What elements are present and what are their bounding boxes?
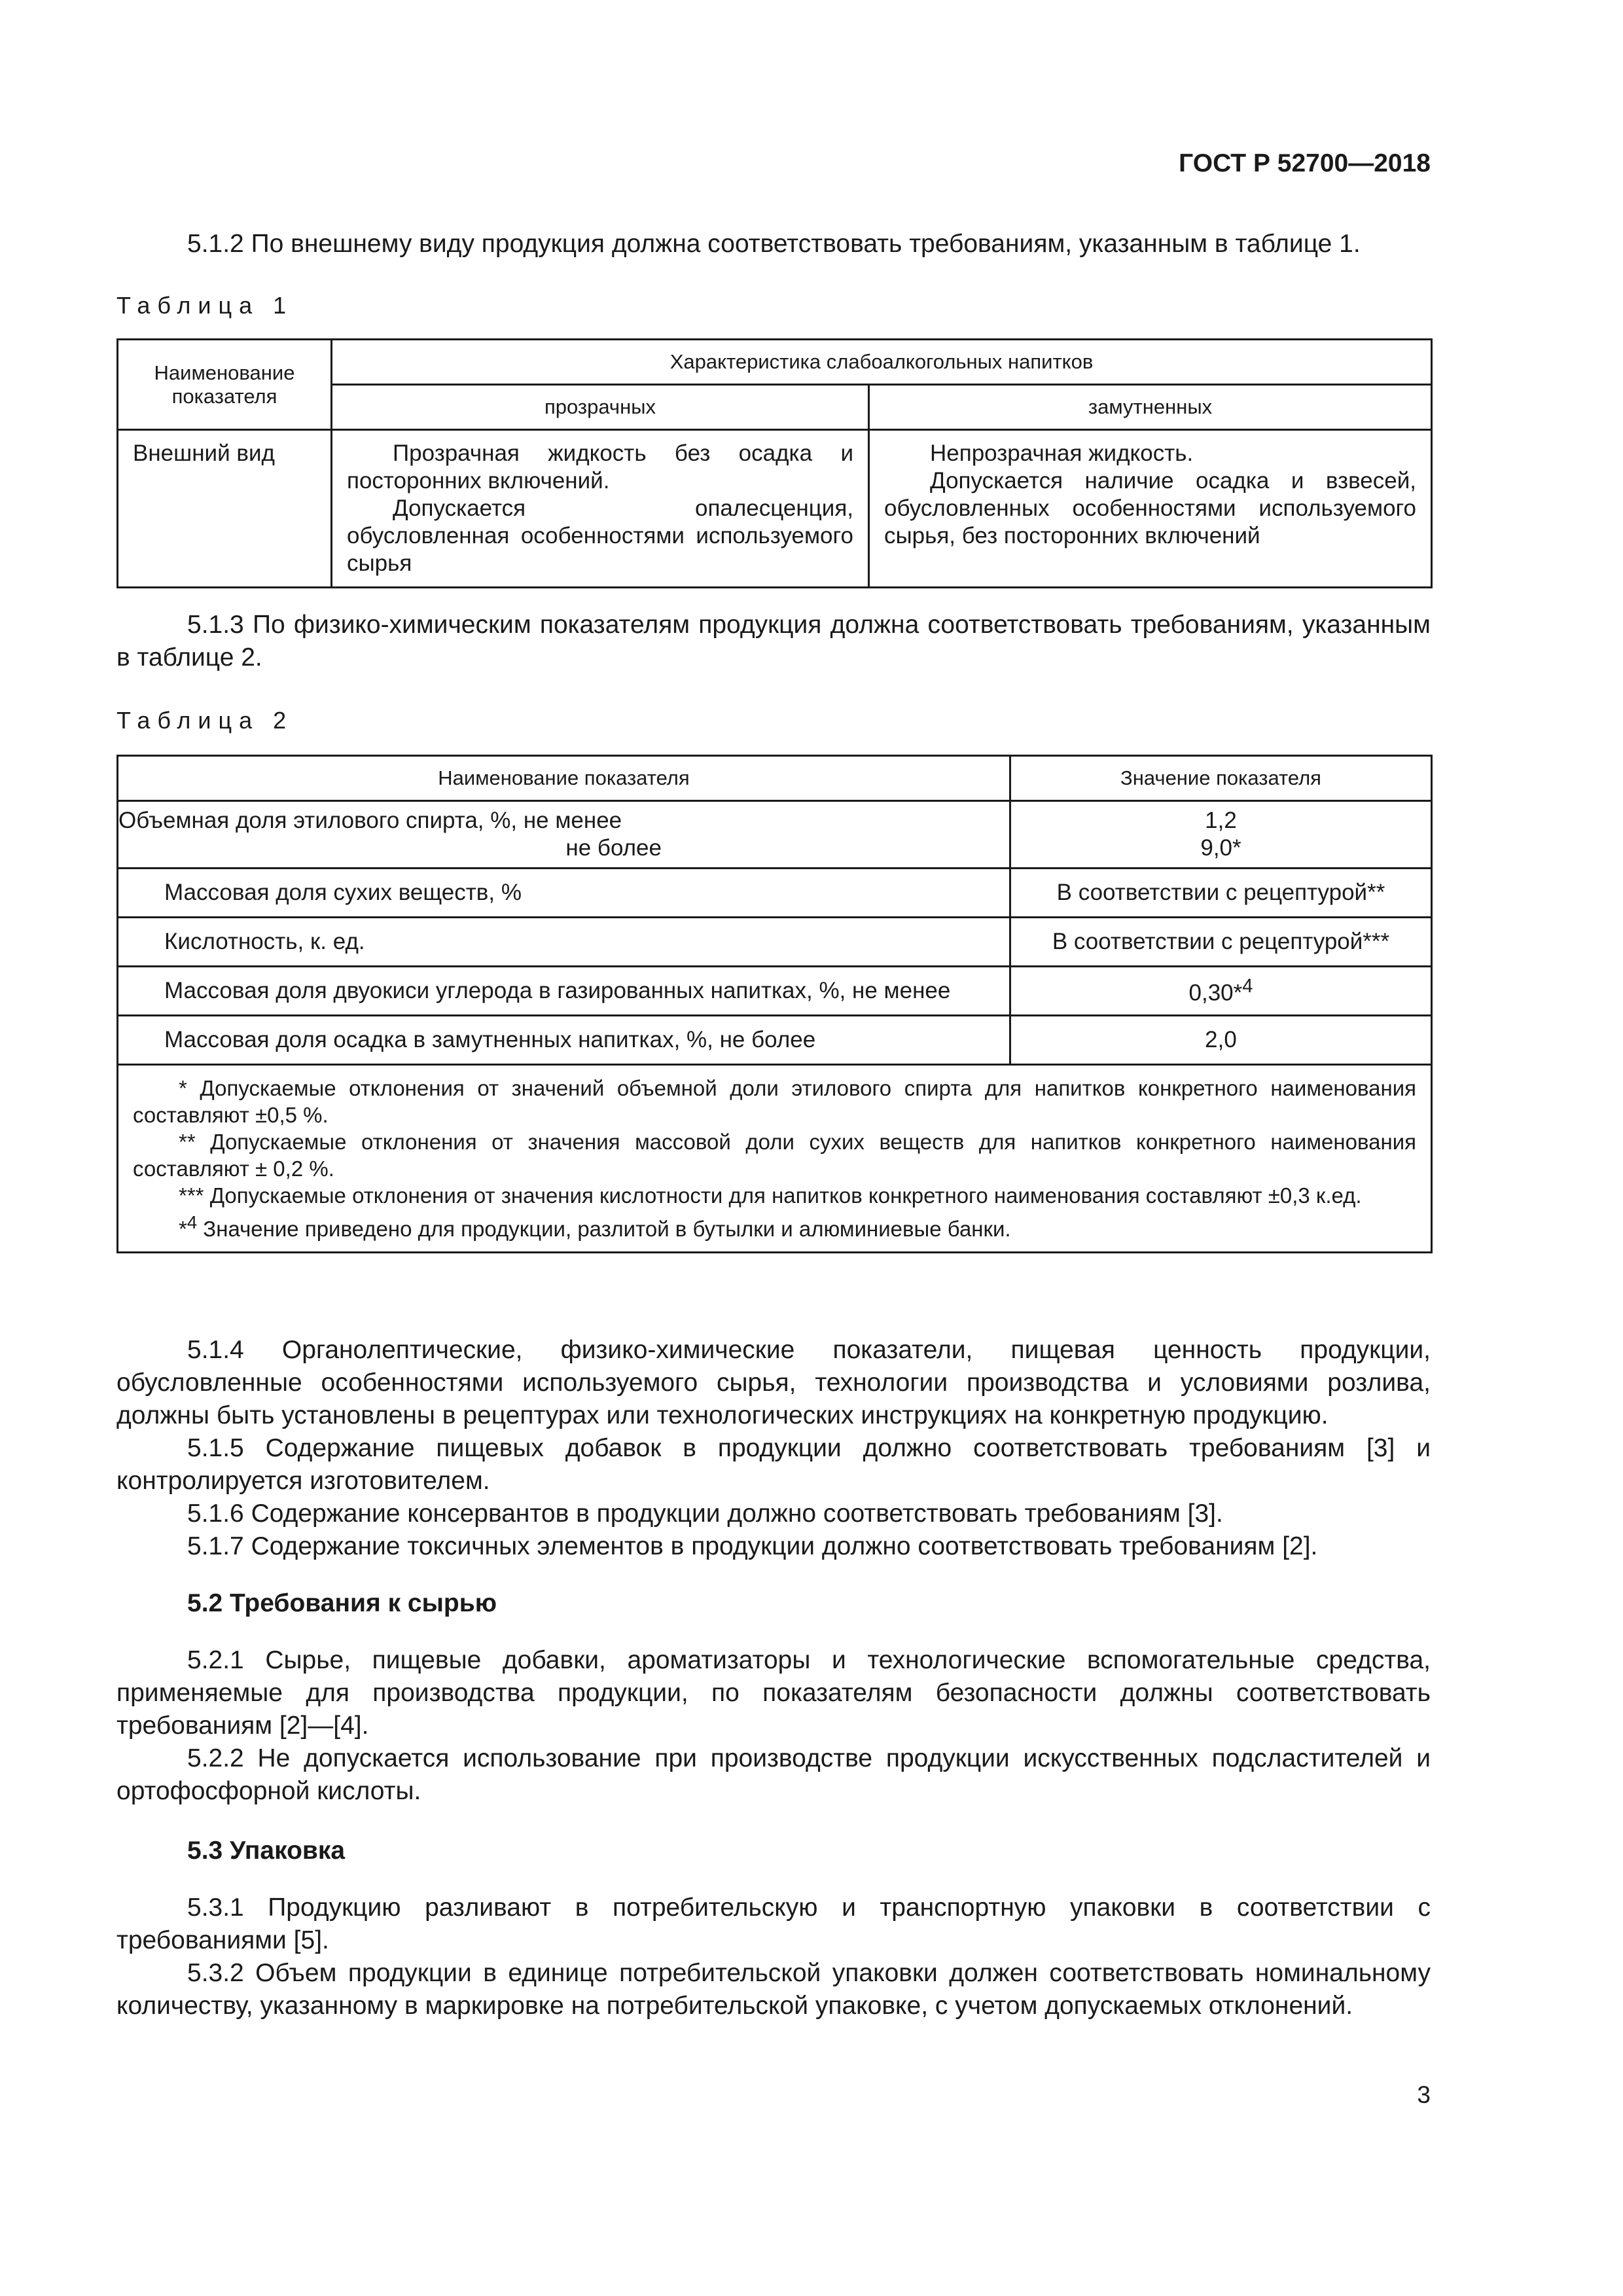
t1-clear-cell — [332, 430, 869, 588]
t2-row1-value-b: 9,0* — [1200, 835, 1241, 861]
table2-caption: Таблица 2 — [116, 707, 294, 734]
section-title-5-2: 5.2 Требования к сырью — [187, 1589, 497, 1617]
t2-row4-name: Массовая доля двуокиси углерода в газированных напитках, %, не менее — [118, 967, 1010, 1016]
t2-row3-value: В соответствии с рецептурой*** — [1010, 918, 1432, 967]
t2-row1-value-a: 1,2 — [1205, 808, 1237, 833]
paragraph-5-2-1: 5.2.1 Сырье, пищевые добавки, ароматизаторы и технологические вспомогательные средства, применяемые для производства продукции, по показателям безопасности должны соответствовать требованиям [2]—[4]. — [116, 1646, 1431, 1740]
t2-note-4-mark: * — [179, 1217, 187, 1241]
table1-caption: Таблица 1 — [116, 292, 294, 319]
table-row — [118, 918, 1432, 967]
paragraph-5-1-6: 5.1.6 Содержание консервантов в продукции должно соответствовать требованиям [3]. — [187, 1499, 1223, 1528]
t2-note-2: ** Допускаемые отклонения от значения массовой доли сухих веществ для напитков конкретного наименования составляют ± 0,2 %. — [133, 1130, 1416, 1181]
paragraph-5-1-7: 5.1.7 Содержание токсичных элементов в продукции должно соответствовать требованиям [2]. — [187, 1532, 1318, 1560]
t1-header-clear: прозрачных — [332, 385, 869, 430]
table-row — [118, 1016, 1432, 1065]
t2-row4-value-text: 0,30* — [1188, 980, 1243, 1006]
section-title-5-3: 5.3 Упаковка — [187, 1837, 346, 1865]
paragraph-5-3-2: 5.3.2 Объем продукции в единице потребительской упаковки должен соответствовать номинальному количеству, указанному в маркировке на потребительской упаковке, с учетом допускаемых отклонений. — [116, 1959, 1431, 2020]
t1-clear-text-1: Прозрачная жидкость без осадка и посторонних включений. — [347, 440, 853, 493]
t1-cloudy-text-2: Допускается наличие осадка и взвесей, обусловленных особенностями используемого сырья, без посторонних включений — [884, 468, 1417, 548]
t1-cloudy-text-1: Непрозрачная жидкость. — [930, 440, 1194, 466]
t2-row4-value-sup: 4 — [1242, 975, 1253, 997]
t2-row2-value: В соответствии с рецептурой** — [1010, 869, 1432, 918]
table-row — [118, 869, 1432, 918]
t1-clear-text-2: Допускается опалесценция, обусловленная особенностями используемого сырья — [347, 495, 853, 576]
t2-row4-value — [1010, 967, 1432, 1016]
t1-header-name: Наименование показателя — [118, 340, 332, 430]
t1-row-label: Внешний вид — [118, 430, 332, 588]
paragraph-5-1-5: 5.1.5 Содержание пищевых добавок в продукции должно соответствовать требованиям [3] и контролируется изготовителем. — [116, 1434, 1431, 1495]
t2-row3-name: Кислотность, к. ед. — [118, 918, 1010, 967]
t2-row1-value — [1010, 801, 1432, 869]
t1-header-cloudy: замутненных — [869, 385, 1432, 430]
t1-cloudy-cell — [869, 430, 1432, 588]
paragraph-5-1-4: 5.1.4 Органолептические, физико-химические показатели, пищевая ценность продукции, обусловленные особенностями используемого сырья, технологии производства и условиями розлива, должны быть установлены в рецептурах или технологических инструкциях на конкретную продукцию. — [116, 1336, 1431, 1429]
t2-note-4-text: Значение приведено для продукции, разлитой в бутылки и алюминиевые банки. — [197, 1217, 1011, 1241]
t2-header-value: Значение показателя — [1010, 756, 1432, 801]
t2-row2-name: Массовая доля сухих веществ, % — [118, 869, 1010, 918]
paragraph-5-3-1: 5.3.1 Продукцию разливают в потребительскую и транспортную упаковки в соответствии с требованиями [5]. — [116, 1893, 1431, 1954]
t2-header-name: Наименование показателя — [118, 756, 1010, 801]
table-row — [118, 967, 1432, 1016]
t2-note-4 — [133, 1209, 1416, 1242]
t2-row1-name-a: Объемная доля этилового спирта, %, не менее — [118, 808, 622, 833]
table-2 — [116, 755, 1433, 1253]
t2-row5-value: 2,0 — [1010, 1016, 1432, 1065]
table-1 — [116, 338, 1433, 588]
t2-note-4-sup: 4 — [187, 1212, 198, 1232]
paragraph-5-1-3: 5.1.3 По физико-химическим показателям продукция должна соответствовать требованиям, указанным в таблице 2. — [116, 611, 1431, 672]
t2-row5-name: Массовая доля осадка в замутненных напитках, %, не более — [118, 1016, 1010, 1065]
t2-row1-name — [118, 801, 1010, 869]
paragraph-5-1-2: 5.1.2 По внешнему виду продукция должна соответствовать требованиям, указанным в таблице 1. — [187, 230, 1361, 258]
t2-note-1: * Допускаемые отклонения от значений объемной доли этилового спирта для напитков конкретного наименования составляют ±0,5 %. — [133, 1076, 1416, 1127]
t2-footnotes — [118, 1065, 1432, 1253]
t2-row1-name-b: не более — [565, 835, 662, 861]
page-number: 3 — [1417, 2081, 1431, 2108]
t1-header-group: Характеристика слабоалкогольных напитков — [332, 340, 1432, 385]
paragraph-5-2-2: 5.2.2 Не допускается использование при производстве продукции искусственных подсластителей и ортофосфорной кислоты. — [116, 1744, 1431, 1805]
t2-note-3: *** Допускаемые отклонения от значения кислотности для напитков конкретного наименования составляют ±0,3 к.ед. — [179, 1183, 1362, 1208]
document-id: ГОСТ Р 52700—2018 — [1179, 149, 1431, 177]
table-row — [118, 801, 1432, 869]
